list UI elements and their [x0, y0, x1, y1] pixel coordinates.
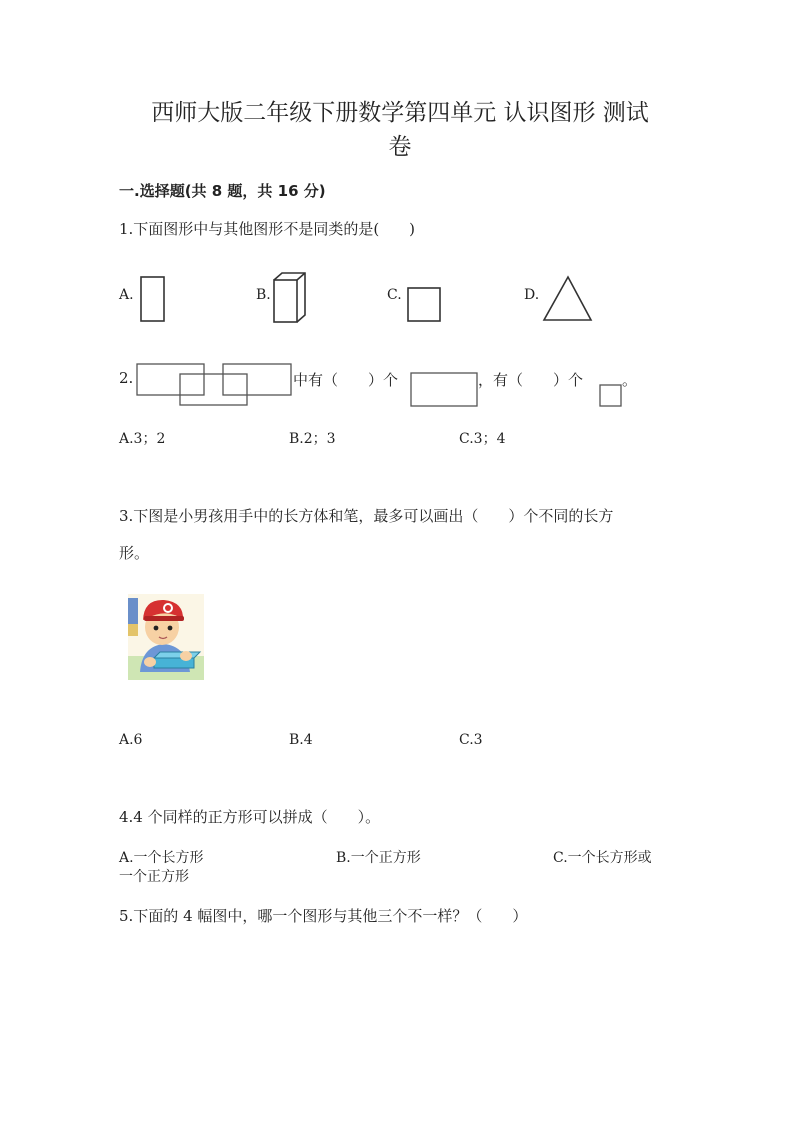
q1-option-c-label[interactable]: C.	[387, 287, 402, 303]
question-2-number: 2.	[119, 369, 134, 387]
question-2-text-c: 。	[622, 371, 638, 389]
square-icon	[599, 384, 623, 408]
triangle-figure	[543, 276, 593, 322]
question-2-text-b: ，有（ ）个	[478, 371, 584, 389]
question-3-stem: 3.下图是小男孩用手中的长方体和笔，最多可以画出（ ）个不同的长方	[119, 507, 614, 525]
q1-option-d-label[interactable]: D.	[524, 287, 540, 303]
q4-option-c-cont: 一个正方形	[119, 869, 189, 885]
rectangle-icon	[410, 372, 478, 407]
question-3-stem-cont: 形。	[119, 544, 150, 562]
q1-option-a-label[interactable]: A.	[119, 287, 134, 303]
cuboid-figure	[273, 272, 307, 324]
q3-option-a[interactable]: A.6	[119, 732, 143, 748]
question-1-stem: 1.下面图形中与其他图形不是同类的是( )	[119, 220, 416, 238]
q2-option-b[interactable]: B.2；3	[289, 431, 336, 447]
q4-option-a[interactable]: A.一个长方形	[119, 850, 204, 866]
page-title-cont: 卷	[388, 134, 412, 160]
q4-option-b[interactable]: B.一个正方形	[336, 850, 421, 866]
square-figure	[407, 287, 441, 322]
question-5-stem: 5.下面的 4 幅图中，哪一个图形与其他三个不一样？（ ）	[119, 907, 528, 925]
tall-rectangle-figure	[140, 276, 165, 322]
page-title: 西师大版二年级下册数学第四单元 认识图形 测试	[151, 100, 649, 126]
q1-option-b-label[interactable]: B.	[256, 287, 271, 303]
q2-option-a[interactable]: A.3；2	[119, 431, 166, 447]
q3-option-c[interactable]: C.3	[459, 732, 483, 748]
overlapping-rectangles-figure	[136, 363, 294, 409]
q2-option-c[interactable]: C.3；4	[459, 431, 506, 447]
section-heading: 一.选择题(共 8 题，共 16 分)	[119, 182, 326, 200]
q3-option-b[interactable]: B.4	[289, 732, 313, 748]
q4-option-c[interactable]: C.一个长方形或	[553, 850, 652, 866]
question-4-stem: 4.4 个同样的正方形可以拼成（ ）。	[119, 808, 381, 826]
question-2-text-a: 中有（ ）个	[293, 371, 399, 389]
boy-with-cuboid-illustration	[128, 594, 204, 680]
